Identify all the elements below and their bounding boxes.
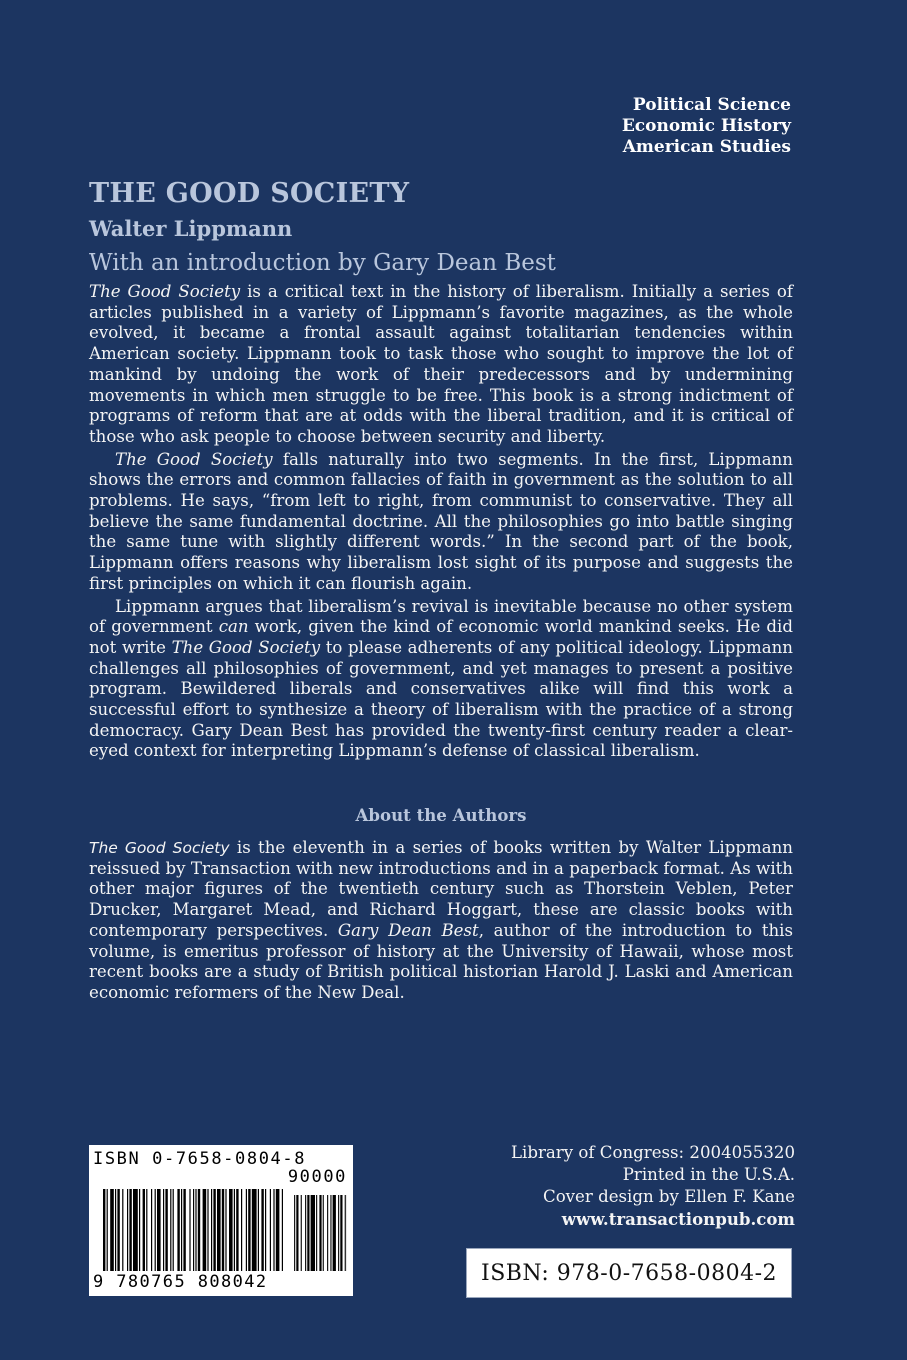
book-author: Walter Lippmann [89, 216, 293, 241]
publisher-website: www.transactionpub.com [561, 1209, 795, 1229]
paragraph-text: is the eleventh in a series of books written by Walter Lippmann reissued by Transaction with new introductions and in a paperback format. As with other major figures of the twentieth century such as Thorstein Veblen, Peter Drucker, Margaret Mead, and Richard Hoggart, these are classic books with contemporary perspectives. [89, 838, 793, 940]
subject-american-studies: American Studies [622, 137, 791, 157]
paragraph-text: to please adherents of any political ideology. Lippmann challenges all philosophies of government, and yet manages to present a positive program. Bewildered liberals and conservatives alike will find this work a successful effort to synthesize a theory of liberalism with the practice of a strong democracy. Gary Dean Best has provided the twenty-first century reader a clear-eyed context for interpreting Lippmann’s defense of classical liberalism. [89, 637, 793, 761]
italic-title: The Good Society [89, 282, 241, 301]
description-paragraph-3 [89, 597, 793, 763]
about-authors-text [89, 838, 793, 1004]
italic-word: can [218, 617, 249, 637]
italic-title: The Good Society [115, 449, 273, 469]
library-of-congress: Library of Congress: 2004055320 [511, 1143, 795, 1162]
publication-credits [511, 1142, 795, 1230]
ean-digits: 9 780765 808042 [93, 1272, 268, 1292]
paragraph-text: falls naturally into two segments. In the first, Lippmann shows the errors and common fallacies of faith in government as the solution to all problems. He says, “from left to right, from communist to conservative. They all believe the same fundamental doctrine. All the philosophies go into battle singing the same tune with slightly different words.” In the second part of the book, Lippmann offers reasons why liberalism lost sight of its purpose and suggests the first principles on which it can flourish again. [89, 449, 793, 593]
subject-categories [622, 95, 791, 158]
paragraph-text: work, given the kind of economic world mankind seeks. He did not write [89, 617, 793, 657]
paragraph-text: is a critical text in the history of liberalism. Initially a series of articles published in a variety of Lippmann’s favorite magazines, as the whole evolved, it became a frontal assault against totalitarian tendencies within American society. Lippmann took to task those who sought to improve the lot of mankind by undoing the work of their predecessors and by undermining movements in which men struggle to be free. This book is a strong indictment of programs of reform that are at odds with the liberal tradition, and it is critical of those who ask people to choose between security and liberty. [89, 282, 793, 446]
barcode-bars [103, 1189, 347, 1271]
subject-economic-history: Economic History [621, 116, 791, 136]
price-addon-digits: 90000 [287, 1167, 347, 1187]
barcode [89, 1145, 353, 1296]
isbn13-label: ISBN: 978-0-7658-0804-2 [466, 1248, 792, 1298]
cover-design: Cover design by Ellen F. Kane [543, 1187, 795, 1206]
about-paragraph [89, 838, 793, 1004]
subject-political-science: Political Science [632, 95, 791, 115]
paragraph-text: , author of the introduction to this volume, is emeritus professor of history at the University of Hawaii, whose most recent books are a study of British political historian Harold J. Laski and American economic reformers of the New Deal. [89, 920, 793, 1002]
italic-name: Gary Dean Best [337, 920, 479, 940]
italic-title: The Good Society [171, 637, 321, 657]
isbn10-label: ISBN 0-7658-0804-8 [93, 1149, 307, 1169]
italic-title: The Good Society [89, 839, 230, 857]
introduction-credit: With an introduction by Gary Dean Best [89, 250, 556, 276]
book-title: THE GOOD SOCIETY [89, 178, 410, 209]
description-paragraph-1 [89, 282, 793, 448]
paragraph-text: Lippmann argues that liberalism’s revival is inevitable because no other system of government [89, 596, 793, 637]
about-authors-heading: About the Authors [355, 805, 527, 825]
description-paragraph-2 [89, 450, 793, 595]
book-description [89, 282, 793, 762]
printed-in: Printed in the U.S.A. [622, 1165, 795, 1184]
